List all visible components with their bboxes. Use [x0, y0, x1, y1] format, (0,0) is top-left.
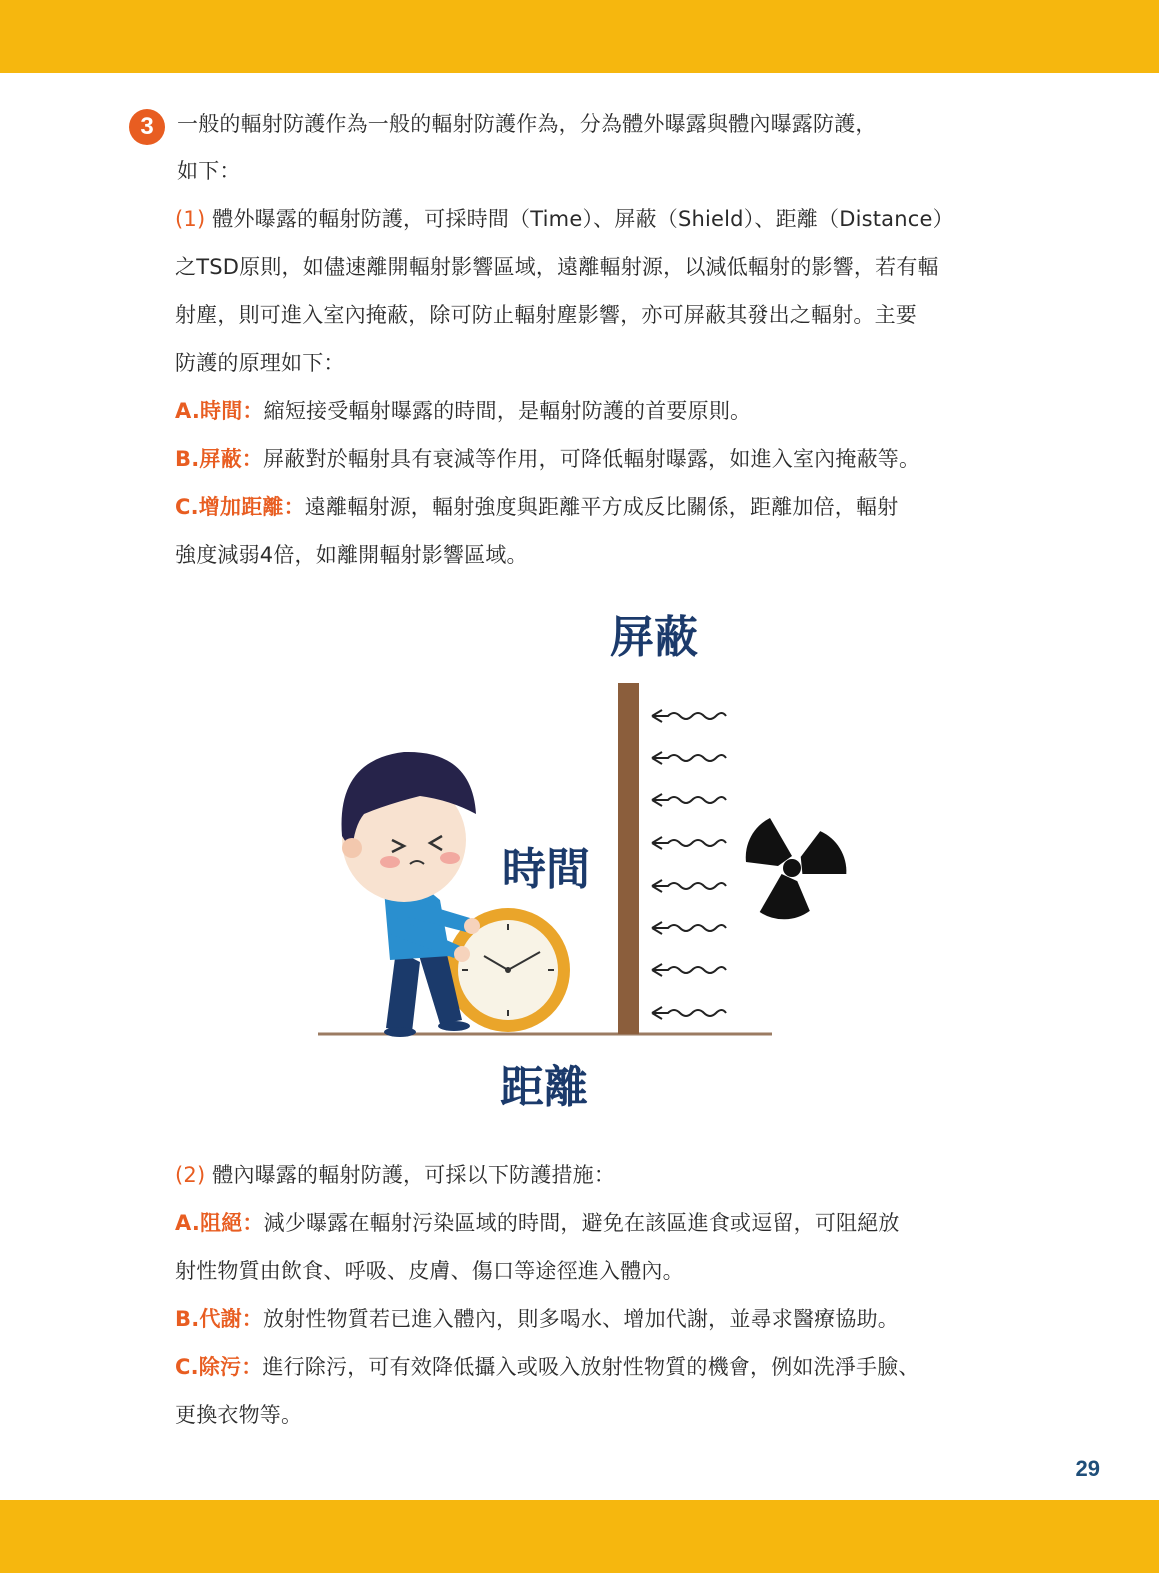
- measure-metabolism: [175, 1304, 899, 1334]
- label-shield: 屏蔽: [610, 612, 698, 663]
- top-color-band: [0, 0, 1159, 73]
- measure-decontamination-text: 進行除污，可有效降低攝入或吸入放射性物質的機會，例如洗淨手臉、: [262, 1355, 920, 1379]
- measure-block-text-2: 射性物質由飲食、呼吸、皮膚、傷口等途徑進入體內。: [175, 1259, 684, 1283]
- measure-metabolism-label: B.代謝：: [175, 1307, 263, 1331]
- label-distance: 距離: [500, 1062, 588, 1113]
- principle-shield-label: B.屏蔽：: [175, 447, 263, 471]
- principle-shield: [175, 444, 920, 474]
- measure-block-text: 減少曝露在輻射污染區域的時間，避免在該區進食或逗留，可阻絕放: [263, 1211, 900, 1235]
- part2-marker: (2): [175, 1163, 206, 1187]
- label-time: 時間: [502, 844, 590, 895]
- section-number-badge: 3: [129, 109, 165, 145]
- principle-distance: [175, 492, 898, 522]
- part1-line-2: 之TSD原則，如儘速離開輻射影響區域，遠離輻射源，以減低輻射的影響，若有輻: [175, 255, 939, 279]
- shield-wall: [618, 683, 639, 1034]
- measure-decontamination-text-2: 更換衣物等。: [175, 1403, 303, 1427]
- measure-metabolism-text: 放射性物質若已進入體內，則多喝水、增加代謝，並尋求醫療協助。: [262, 1307, 899, 1331]
- part1-heading: [175, 204, 954, 234]
- principle-time-label: A.時間：: [175, 399, 264, 423]
- radiation-arrows-icon: [652, 710, 726, 1019]
- part1-marker: (1): [175, 207, 206, 231]
- principle-distance-text: 遠離輻射源，輻射強度與距離平方成反比關係，距離加倍，輻射: [304, 495, 899, 519]
- measure-block: [175, 1208, 900, 1238]
- principle-distance-label: C.增加距離：: [175, 495, 305, 519]
- principle-time-text: 縮短接受輻射曝露的時間，是輻射防護的首要原則。: [263, 399, 752, 423]
- part1-line-4: 防護的原理如下：: [175, 351, 345, 375]
- principle-time: [175, 396, 751, 426]
- measure-decontamination-label: C.除污：: [175, 1355, 263, 1379]
- measure-decontamination: [175, 1352, 920, 1382]
- section-intro-line-2: 如下：: [177, 159, 241, 183]
- part2-line-1: 體內曝露的輻射防護，可採以下防護措施：: [212, 1163, 616, 1187]
- section-intro-line-1: 一般的輻射防護作為一般的輻射防護作為，分為體外曝露與體內曝露防護，: [177, 112, 877, 136]
- part2-heading: [175, 1160, 615, 1190]
- principle-shield-text: 屏蔽對於輻射具有衰減等作用，可降低輻射曝露，如進入室內掩蔽等。: [262, 447, 921, 471]
- part1-line-1: 體外曝露的輻射防護，可採時間（Time）、屏蔽（Shield）、距離（Distance）: [212, 207, 954, 231]
- measure-block-label: A.阻絕：: [175, 1211, 264, 1235]
- radiation-hazard-icon: [746, 818, 859, 933]
- principle-distance-text-2: 強度減弱4倍，如離開輻射影響區域。: [175, 543, 528, 567]
- page-number: 29: [1075, 1456, 1100, 1481]
- part1-line-3: 射塵，則可進入室內掩蔽，除可防止輻射塵影響，亦可屏蔽其發出之輻射。主要: [175, 303, 917, 327]
- tsd-illustration: [300, 600, 860, 1120]
- bottom-color-band: [0, 1500, 1159, 1573]
